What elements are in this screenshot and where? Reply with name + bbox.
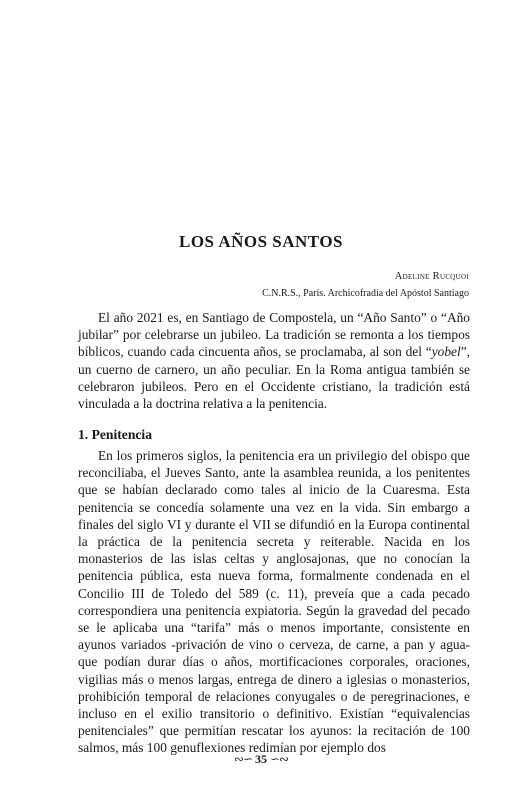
footer-ornament-right: ∽∾	[270, 752, 289, 766]
page-number: 35	[255, 752, 267, 766]
intro-paragraph-block	[78, 309, 470, 412]
intro-paragraph	[78, 309, 470, 412]
footer-ornament-left: ∾∽	[233, 752, 252, 766]
page-footer	[0, 752, 522, 767]
section-heading: 1. Penitencia	[78, 427, 152, 442]
intro-text-part-2: ”, un cuerno de carnero, un año peculiar. En la Roma antigua también se celebraron jubileos. Pero en el Occidente cristiano, la tradición está vinculada a la doctrina relativa a la penitencia.	[78, 344, 470, 412]
intro-text-part-1: El año 2021 es, en Santiago de Compostela, un “Año Santo” o “Año jubilar” por celebrarse un jubileo. La tradición se remonta a los tiempos bíblicos, cuando cada cincuenta años, se proclamaba, al son del “	[78, 310, 470, 360]
intro-emphasis-yobel: yobel	[431, 344, 461, 360]
article-title: LOS AÑOS SANTOS	[178, 232, 344, 251]
author-affiliation: C.N.R.S., París. Archicofradía del Apóstol Santiago	[262, 288, 469, 299]
section-paragraph-block	[78, 447, 470, 757]
author-name: Adeline Rucquoi	[394, 271, 469, 282]
section-paragraph: En los primeros siglos, la penitencia era un privilegio del obispo que reconciliaba, el Jueves Santo, ante la asamblea reunida, a los penitentes que se habían declarado como tales al inicio de la Cuaresma. Esta penitencia se concedía solamente una vez en la vida. Sin embargo a finales del siglo VI y durante el VII se difundió en la Europa continental la práctica de la penitencia secreta y reiterable. Nacida en los monasterios de las islas celtas y anglosajonas, que no conocían la penitencia pública, esta nueva forma, formalmente condenada en el Concilio III de Toledo del 589 (c. 11), preveía que a cada pecado correspondiera una penitencia expiatoria. Según la gravedad del pecado se le aplicaba una “tarifa” más o menos importante, consistente en ayunos variados -privación de vino o cerveza, de carne, a pan y agua- que podían durar días o años, mortificaciones corporales, oraciones, vigilias más o menos largas, entrega de dinero a iglesias o monasterios, prohibición temporal de relaciones conyugales o de peregrinaciones, e incluso en el exilio transitorio o definitivo. Existían “equivalencias penitenciales” que permitían rescatar los ayunos: la recitación de 100 salmos, más 100 genuflexiones redimían por ejemplo dos	[78, 448, 470, 756]
